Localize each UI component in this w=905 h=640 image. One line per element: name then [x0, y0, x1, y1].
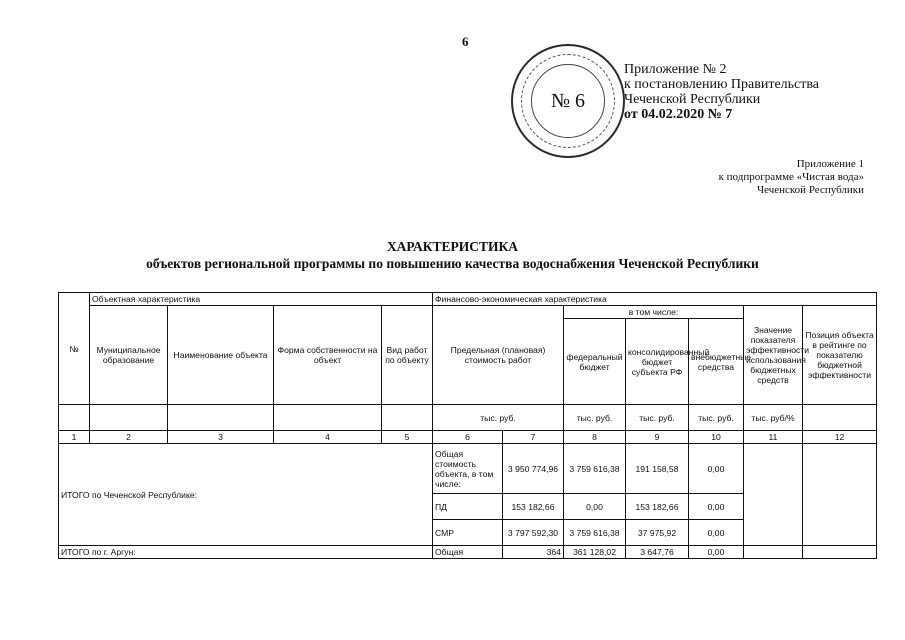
cell-consolidated: 153 182,66: [626, 494, 689, 520]
header-ownership: Форма собственности на объект: [274, 306, 382, 405]
col-num: 10: [689, 431, 744, 444]
table-row: [59, 444, 877, 494]
header-limit-cost: Предельная (плановая) стоимость работ: [433, 306, 564, 405]
header-federal: федеральный бюджет: [564, 319, 626, 405]
total-argun-label: ИТОГО по г. Аргун:: [59, 546, 433, 559]
cell-consolidated: 191 158,58: [626, 444, 689, 494]
cell-offbudget: 0,00: [689, 494, 744, 520]
header-municipality: Муниципальное образование: [90, 306, 168, 405]
col-num: 11: [744, 431, 803, 444]
cell-federal: 361 128,02: [564, 546, 626, 559]
col-num: 6: [433, 431, 503, 444]
official-seal: [511, 44, 625, 158]
col-num: 4: [274, 431, 382, 444]
appendix-1-line2: к подпрограмме «Чистая вода»: [718, 171, 864, 183]
cell-federal: 0,00: [564, 494, 626, 520]
row-label: Общая стоимость объекта, в том числе:: [433, 444, 503, 494]
col-num: 5: [382, 431, 433, 444]
appendix-1-header: [719, 158, 864, 197]
characteristics-table: [58, 292, 877, 559]
header-work-type: Вид работ по объекту: [382, 306, 433, 405]
title-line1: ХАРАКТЕРИСТИКА: [386, 239, 519, 254]
appendix-2-line4: от 04.02.2020 № 7: [624, 107, 733, 122]
header-name: Наименование объекта: [168, 306, 274, 405]
col-num: 7: [503, 431, 564, 444]
column-numbers-row: [59, 431, 877, 444]
row-label: ПД: [433, 494, 503, 520]
cell-cost: 153 182,66: [503, 494, 564, 520]
col-num: 12: [803, 431, 877, 444]
group-finance: Финансово-экономическая характеристика: [433, 293, 877, 306]
cell-offbudget: 0,00: [689, 520, 744, 546]
document-title: [0, 238, 905, 272]
cell-consolidated: 3 647,76: [626, 546, 689, 559]
appendix-2-line2: к постановлению Правительства: [624, 77, 820, 92]
header-indicator: Значение показателя эффективности использования бюджетных средств: [744, 306, 803, 405]
cell-federal: 3 759 616,38: [564, 520, 626, 546]
title-line2: объектов региональной программы по повышению качества водоснабжения Чеченской Республики: [146, 256, 759, 271]
total-republic-label: ИТОГО по Чеченской Республике:: [59, 444, 433, 546]
cell-cost: 364: [503, 546, 564, 559]
cell-cost: 3 950 774,96: [503, 444, 564, 494]
seal-number: № 6: [550, 90, 586, 112]
table-row: [59, 546, 877, 559]
appendix-1-line1: Приложение 1: [796, 158, 864, 170]
appendix-1-line3: Чеченской Республики: [756, 184, 864, 196]
col-num: 9: [626, 431, 689, 444]
unit-indicator: тыс. руб/%: [744, 405, 803, 431]
group-object: Объектная характеристика: [90, 293, 433, 306]
units-row: [59, 405, 877, 431]
header-consolidated: консолидированный бюджет субъекта РФ: [626, 319, 689, 405]
col-num: 8: [564, 431, 626, 444]
row-label: СМР: [433, 520, 503, 546]
col-num: 3: [168, 431, 274, 444]
cell-cost: 3 797 592,30: [503, 520, 564, 546]
row-label: Общая: [433, 546, 503, 559]
col-num: 1: [59, 431, 90, 444]
cell-offbudget: 0,00: [689, 546, 744, 559]
header-offbudget: внебюджетные средства: [689, 319, 744, 405]
header-no: №: [59, 293, 90, 405]
appendix-2-line1: Приложение № 2: [624, 62, 727, 77]
cell-federal: 3 759 616,38: [564, 444, 626, 494]
col-num: 2: [90, 431, 168, 444]
page-number: 6: [462, 34, 469, 49]
cell-consolidated: 37 975,92: [626, 520, 689, 546]
header-rank: Позиция объекта в рейтинге по показателю бюджетной эффективности: [803, 306, 877, 405]
appendix-2-line3: Чеченской Республики: [624, 92, 761, 107]
appendix-2-header: [624, 62, 819, 122]
unit-federal: тыс. руб.: [564, 405, 626, 431]
header-including: в том числе:: [564, 306, 744, 319]
unit-limit: тыс. руб.: [433, 405, 564, 431]
cell-offbudget: 0,00: [689, 444, 744, 494]
unit-consolidated: тыс. руб.: [626, 405, 689, 431]
unit-offbudget: тыс. руб.: [689, 405, 744, 431]
